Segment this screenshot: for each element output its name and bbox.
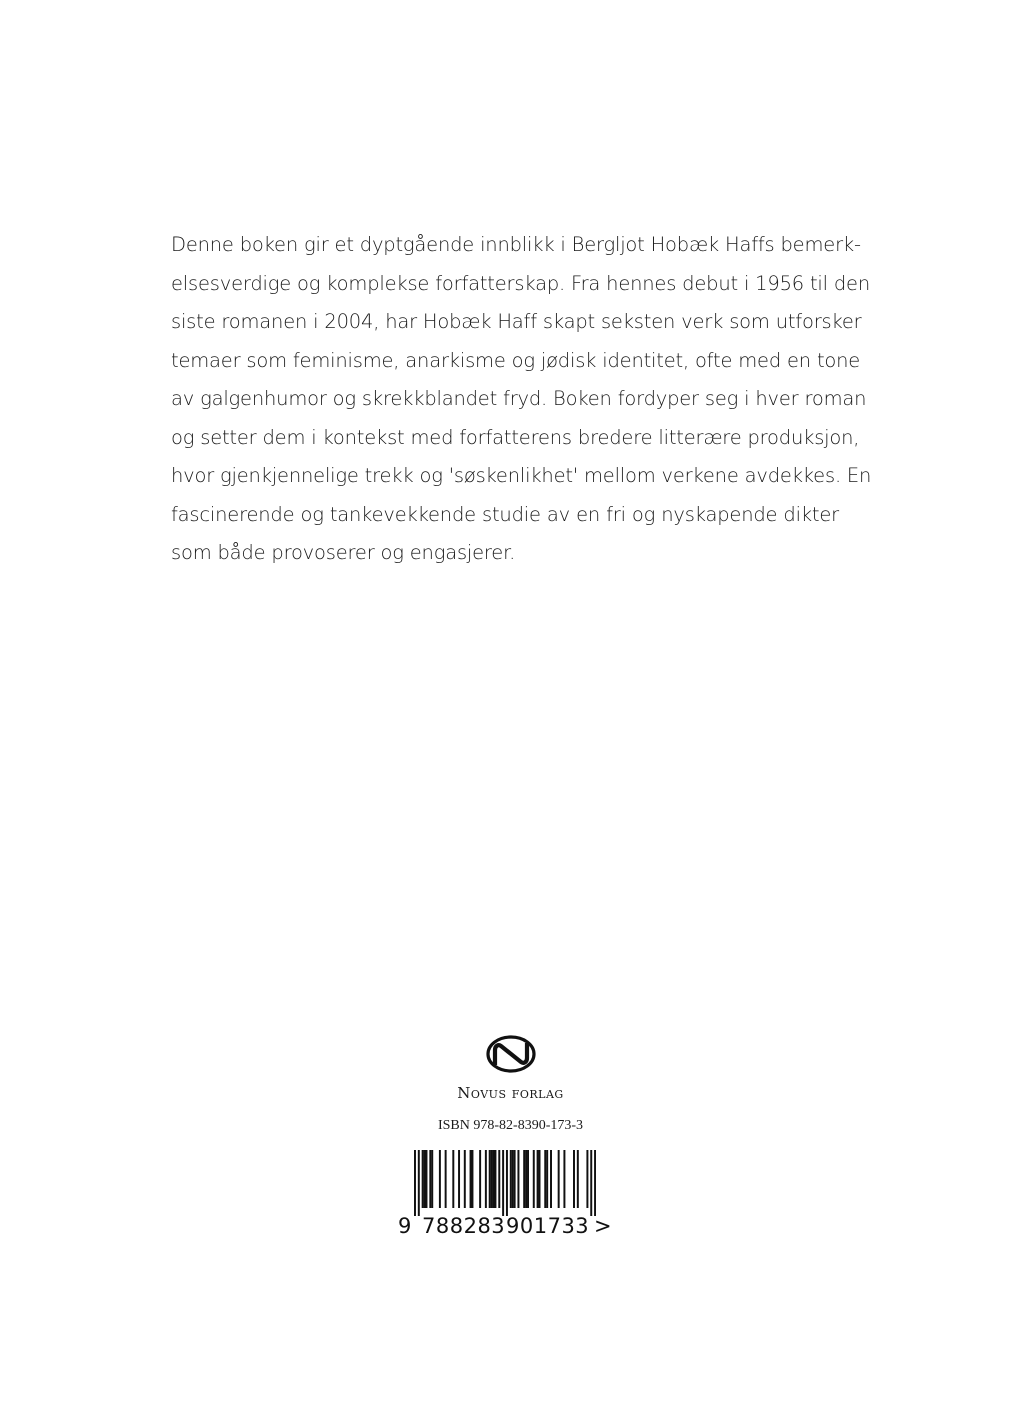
publisher-block	[0, 1034, 1021, 1134]
barcode-bar	[510, 1150, 512, 1208]
barcode-bar	[493, 1150, 495, 1208]
blurb-line: som både provoserer og engasjerer.	[171, 541, 516, 564]
barcode-bar	[491, 1150, 493, 1208]
barcode-bar	[431, 1150, 433, 1208]
barcode-bar	[546, 1150, 548, 1208]
barcode-lead-digit: 9	[398, 1214, 412, 1238]
barcode-bar	[479, 1150, 481, 1208]
isbn-label: ISBN 978-82-8390-173-3	[437, 1118, 584, 1133]
barcode-bar	[558, 1150, 560, 1208]
barcode-bar	[550, 1150, 552, 1208]
blurb-line: fascinerende og tankevekkende studie av en fri og nyskapende dikter	[171, 502, 839, 526]
barcode-bar	[429, 1150, 431, 1208]
barcode-bars	[414, 1150, 596, 1216]
barcode-bar	[527, 1150, 529, 1208]
blurb-line: Denne boken gir et dyptgående innblikk i Bergljot Hobæk Haffs bemerk-	[171, 233, 861, 256]
blurb-line: og setter dem i kontekst med forfatterens bredere litterære produksjon,	[171, 425, 860, 449]
barcode-bar	[525, 1150, 527, 1208]
barcode-bar	[573, 1150, 575, 1208]
barcode-guard-bar	[594, 1150, 596, 1216]
novus-n-logo-icon	[485, 1034, 537, 1074]
publisher-name: Novus forlag	[457, 1084, 564, 1102]
barcode-bar	[445, 1150, 447, 1208]
barcode-bar	[533, 1150, 535, 1208]
barcode-bar	[494, 1150, 496, 1208]
barcode-bar	[577, 1150, 579, 1208]
barcode-bar	[452, 1150, 454, 1208]
barcode-guard-bar	[590, 1150, 592, 1216]
barcode-bar	[485, 1150, 487, 1208]
barcode-bar	[514, 1150, 516, 1208]
barcode-bar	[464, 1150, 466, 1208]
barcode-bar	[498, 1150, 500, 1208]
barcode-bar	[424, 1150, 426, 1208]
barcode-guard-bar	[502, 1150, 504, 1216]
barcode	[396, 1150, 616, 1242]
blurb-line: siste romanen i 2004, har Hobæk Haff skapt seksten verk som utforsker	[171, 310, 862, 333]
barcode-bar	[471, 1150, 473, 1208]
barcode-right-digits: 901733	[506, 1214, 590, 1238]
blurb-line: temaer som feminisme, anarkisme og jødisk identitet, ofte med en tone	[171, 348, 861, 372]
barcode-bar	[512, 1150, 514, 1208]
barcode-guard-bar	[414, 1150, 416, 1216]
barcode-bar	[422, 1150, 424, 1208]
barcode-bar	[458, 1150, 460, 1208]
barcode-bar	[537, 1150, 539, 1208]
barcode-bar	[539, 1150, 541, 1208]
barcode-bar	[586, 1150, 588, 1208]
blurb-line: av galgenhumor og skrekkblandet fryd. Boken fordyper seg i hver roman	[171, 387, 867, 410]
barcode-bar	[489, 1150, 491, 1208]
back-cover-blurb	[171, 226, 872, 573]
barcode-bar	[563, 1150, 565, 1208]
barcode-quiet-zone-mark: >	[594, 1214, 613, 1238]
barcode-bar	[439, 1150, 441, 1208]
barcode-bar	[425, 1150, 427, 1208]
barcode-bar	[517, 1150, 519, 1208]
barcode-guard-bar	[506, 1150, 508, 1216]
barcode-bar	[523, 1150, 525, 1208]
barcode-left-digits: 788283	[422, 1214, 506, 1238]
barcode-guard-bar	[418, 1150, 420, 1216]
blurb-line: hvor gjenkjennelige trekk og 'søskenlikhet' mellom verkene avdekkes. En	[171, 464, 872, 487]
barcode-bar	[470, 1150, 472, 1208]
barcode-bar	[544, 1150, 546, 1208]
blurb-line: elsesverdige og komplekse forfatterskap. Fra hennes debut i 1956 til den	[171, 271, 870, 295]
